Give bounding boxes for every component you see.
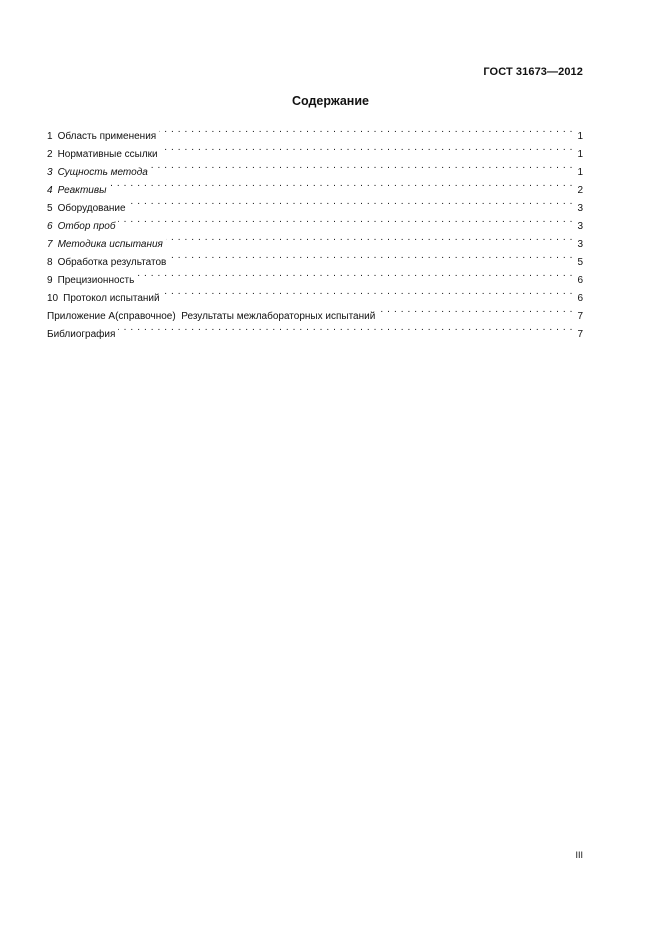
toc-entry-number: 8 [47,257,53,268]
toc-entry-page: 1 [577,131,583,142]
toc-dot-leader [137,265,573,283]
toc-entry-1[interactable] [47,121,583,142]
toc-dot-leader [129,193,573,211]
toc-entry-label: Область применения [57,131,157,142]
toc-entry-7[interactable] [47,229,583,250]
toc-entry-label: Приложение А(справочное) Результаты межлабораторных испытаний [47,311,376,322]
toc-entry-label: Нормативные ссылки [57,149,158,160]
toc-entry-label: Методика испытания [57,239,163,250]
toc-dot-leader [166,229,573,247]
toc-entry-number: 9 [47,275,53,286]
toc-entry-label: Сущность метода [57,167,148,178]
toc-title: Содержание [291,94,369,108]
toc-dot-leader [169,247,573,265]
toc-entry-page: 5 [577,257,583,268]
toc-entry-page: 6 [577,275,583,286]
toc-dot-leader [378,301,573,319]
toc-entry-5[interactable] [47,193,583,214]
toc-dot-leader [118,211,573,229]
toc-dot-leader [118,319,573,337]
toc-dot-leader [163,283,573,301]
toc-entry-number: 5 [47,203,53,214]
toc-entry-label: Библиография [47,329,116,340]
toc-entry-number: 10 [47,293,59,304]
toc-entry-label: Отбор проб [57,221,116,232]
toc-entry-label: Прецизионность [57,275,135,286]
toc-entry-number: 4 [47,185,53,196]
toc-entry-number: 1 [47,131,53,142]
page-number: III [575,850,583,860]
toc-entry-6[interactable] [47,211,583,232]
toc-entry-page: 6 [577,293,583,304]
toc-entry-number: 6 [47,221,53,232]
toc-entry-page: 3 [577,203,583,214]
toc-entry-page: 7 [577,329,583,340]
toc-dot-leader [109,175,573,193]
toc-entry-label: Протокол испытаний [63,293,160,304]
toc-dot-leader [161,139,573,157]
toc-entry-number: 7 [47,239,53,250]
toc-entry-label: Реактивы [57,185,107,196]
toc-entry-page: 1 [577,167,583,178]
table-of-contents [47,121,583,340]
toc-entry-label: Обработка результатов [57,257,167,268]
toc-entry-page: 3 [577,221,583,232]
toc-entry-number: 2 [47,149,53,160]
toc-entry-bibliography[interactable] [47,319,583,340]
document-code: ГОСТ 31673—2012 [483,66,583,78]
toc-entry-page: 1 [577,149,583,160]
toc-entry-page: 3 [577,239,583,250]
toc-entry-label: Оборудование [57,203,126,214]
toc-dot-leader [151,157,573,175]
toc-entry-page: 2 [577,185,583,196]
toc-entry-4[interactable] [47,175,583,196]
toc-entry-number: 3 [47,167,53,178]
toc-entry-page: 7 [577,311,583,322]
toc-dot-leader [159,121,573,139]
